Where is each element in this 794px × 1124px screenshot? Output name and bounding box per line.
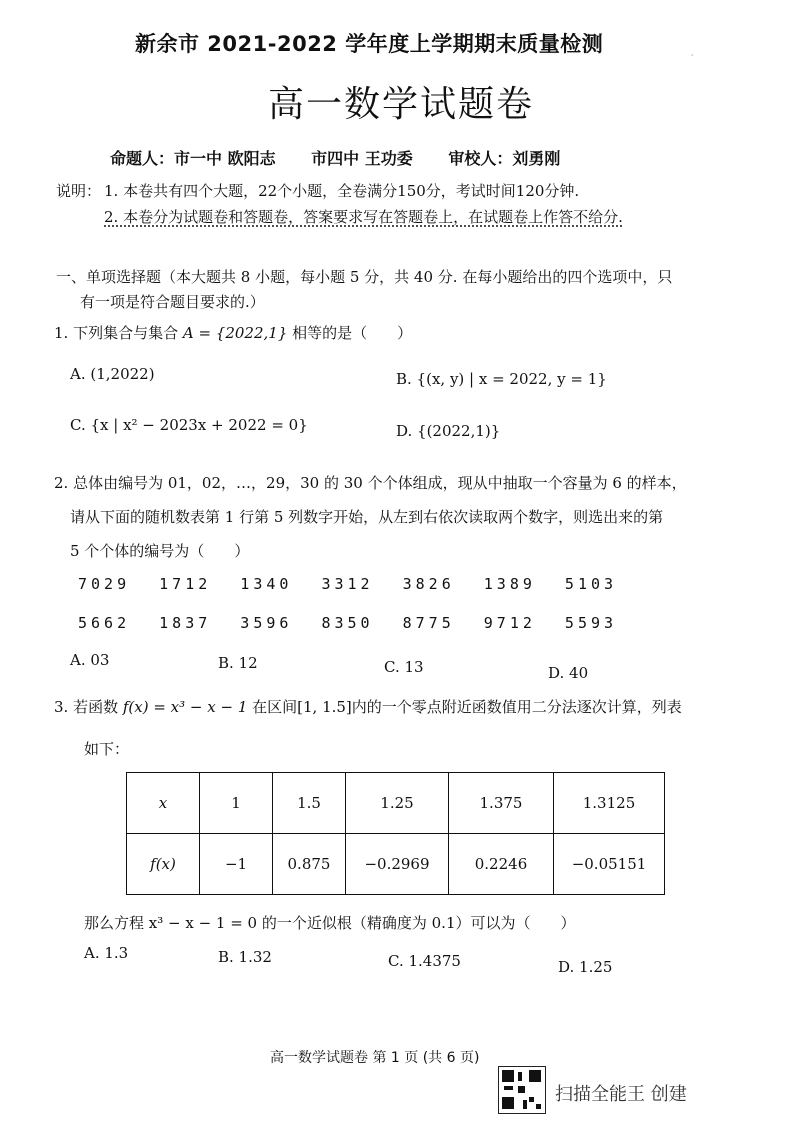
school-title: 新余市 2021-2022 学年度上学期期末质量检测: [135, 32, 604, 56]
author-2: 市四中 王功委: [311, 149, 413, 168]
page-footer: 高一数学试题卷 第 1 页 (共 6 页): [270, 1050, 480, 1066]
table-header-x: x: [127, 773, 200, 834]
qr-code-icon: [498, 1066, 546, 1114]
table-row-fx: [127, 834, 665, 895]
table-cell-x-5: 1.3125: [554, 773, 665, 834]
exam-title: 高一数学试题卷: [268, 84, 535, 125]
q1-set-A: A = {2022,1}: [182, 324, 288, 342]
q2-option-c: C. 13: [384, 658, 424, 676]
scanner-brand-watermark: 扫描全能王 创建: [555, 1084, 687, 1105]
notes-label: 说明：: [56, 182, 102, 200]
random-table-row-1: 7029 1712 1340 3312 3826 1389 5103: [78, 575, 618, 593]
q1-stem-pre: 1. 下列集合与集合: [54, 324, 183, 342]
bleed-through-mark: ·: [690, 48, 695, 64]
q2-option-a: A. 03: [70, 651, 110, 669]
note-1: 1. 本卷共有四个大题，22个小题，全卷满分150分，考试时间120分钟.: [104, 182, 580, 200]
q2-line-2: 请从下面的随机数表第 1 行第 5 列数字开始，从左到右依次读取两个数字，则选出来的第: [70, 508, 664, 526]
q3-option-b: B. 1.32: [218, 948, 272, 966]
table-cell-fx-4: 0.2246: [449, 834, 554, 895]
q3-line-1: [54, 696, 682, 717]
section-1-line-1: 一、单项选择题（本大题共 8 小题，每小题 5 分，共 40 分. 在每小题给出的四个选项中，只: [56, 268, 673, 286]
author-1: 命题人：市一中 欧阳志: [110, 149, 276, 168]
section-1-line-2: 有一项是符合题目要求的.）: [80, 293, 265, 311]
q3-question: 那么方程 x³ − x − 1 = 0 的一个近似根（精确度为 0.1）可以为（ ）: [84, 914, 576, 932]
table-cell-fx-1: −1: [200, 834, 273, 895]
q3-post: 在区间[1, 1.5]内的一个零点附近函数值用二分法逐次计算，列表: [247, 698, 682, 716]
q1-option-a: A. (1,2022): [70, 365, 155, 383]
q2-option-d: D. 40: [548, 664, 589, 682]
q3-option-c: C. 1.4375: [388, 952, 461, 970]
table-row-x: [127, 773, 665, 834]
bisection-table: [126, 772, 665, 895]
section-1-heading: [56, 265, 736, 315]
q2-line-3: 5 个个体的编号为（ ）: [70, 542, 250, 560]
table-cell-x-1: 1: [200, 773, 273, 834]
q3-line-2: 如下：: [84, 740, 130, 758]
table-cell-fx-3: −0.2969: [346, 834, 449, 895]
table-cell-x-4: 1.375: [449, 773, 554, 834]
q2-option-b: B. 12: [218, 654, 258, 672]
table-cell-x-2: 1.5: [273, 773, 346, 834]
q2-line-1: 2. 总体由编号为 01，02，…，29，30 的 30 个个体组成，现从中抽取一个容量为 6 的样本，: [54, 474, 687, 492]
q3-pre: 3. 若函数: [54, 698, 123, 716]
table-cell-x-3: 1.25: [346, 773, 449, 834]
note-2: 2. 本卷分为试题卷和答题卷，答案要求写在答题卷上，在试题卷上作答不给分.: [104, 208, 623, 226]
q1-option-c: C. {x | x² − 2023x + 2022 = 0}: [70, 416, 308, 434]
random-table-row-2: 5662 1837 3596 8350 8775 9712 5593: [78, 614, 618, 632]
q1-option-b: B. {(x, y) | x = 2022, y = 1}: [396, 370, 607, 388]
q3-option-d: D. 1.25: [558, 958, 613, 976]
q1-stem-post: 相等的是（ ）: [287, 324, 413, 342]
reviewer: 审校人：刘勇刚: [448, 149, 561, 168]
q3-function: f(x) = x³ − x − 1: [122, 698, 248, 716]
table-header-fx: f(x): [127, 834, 200, 895]
table-cell-fx-5: −0.05151: [554, 834, 665, 895]
question-1-stem: [54, 322, 412, 343]
table-cell-fx-2: 0.875: [273, 834, 346, 895]
q1-option-d: D. {(2022,1)}: [396, 422, 501, 440]
q3-option-a: A. 1.3: [84, 944, 129, 962]
authors-line: [110, 146, 590, 169]
